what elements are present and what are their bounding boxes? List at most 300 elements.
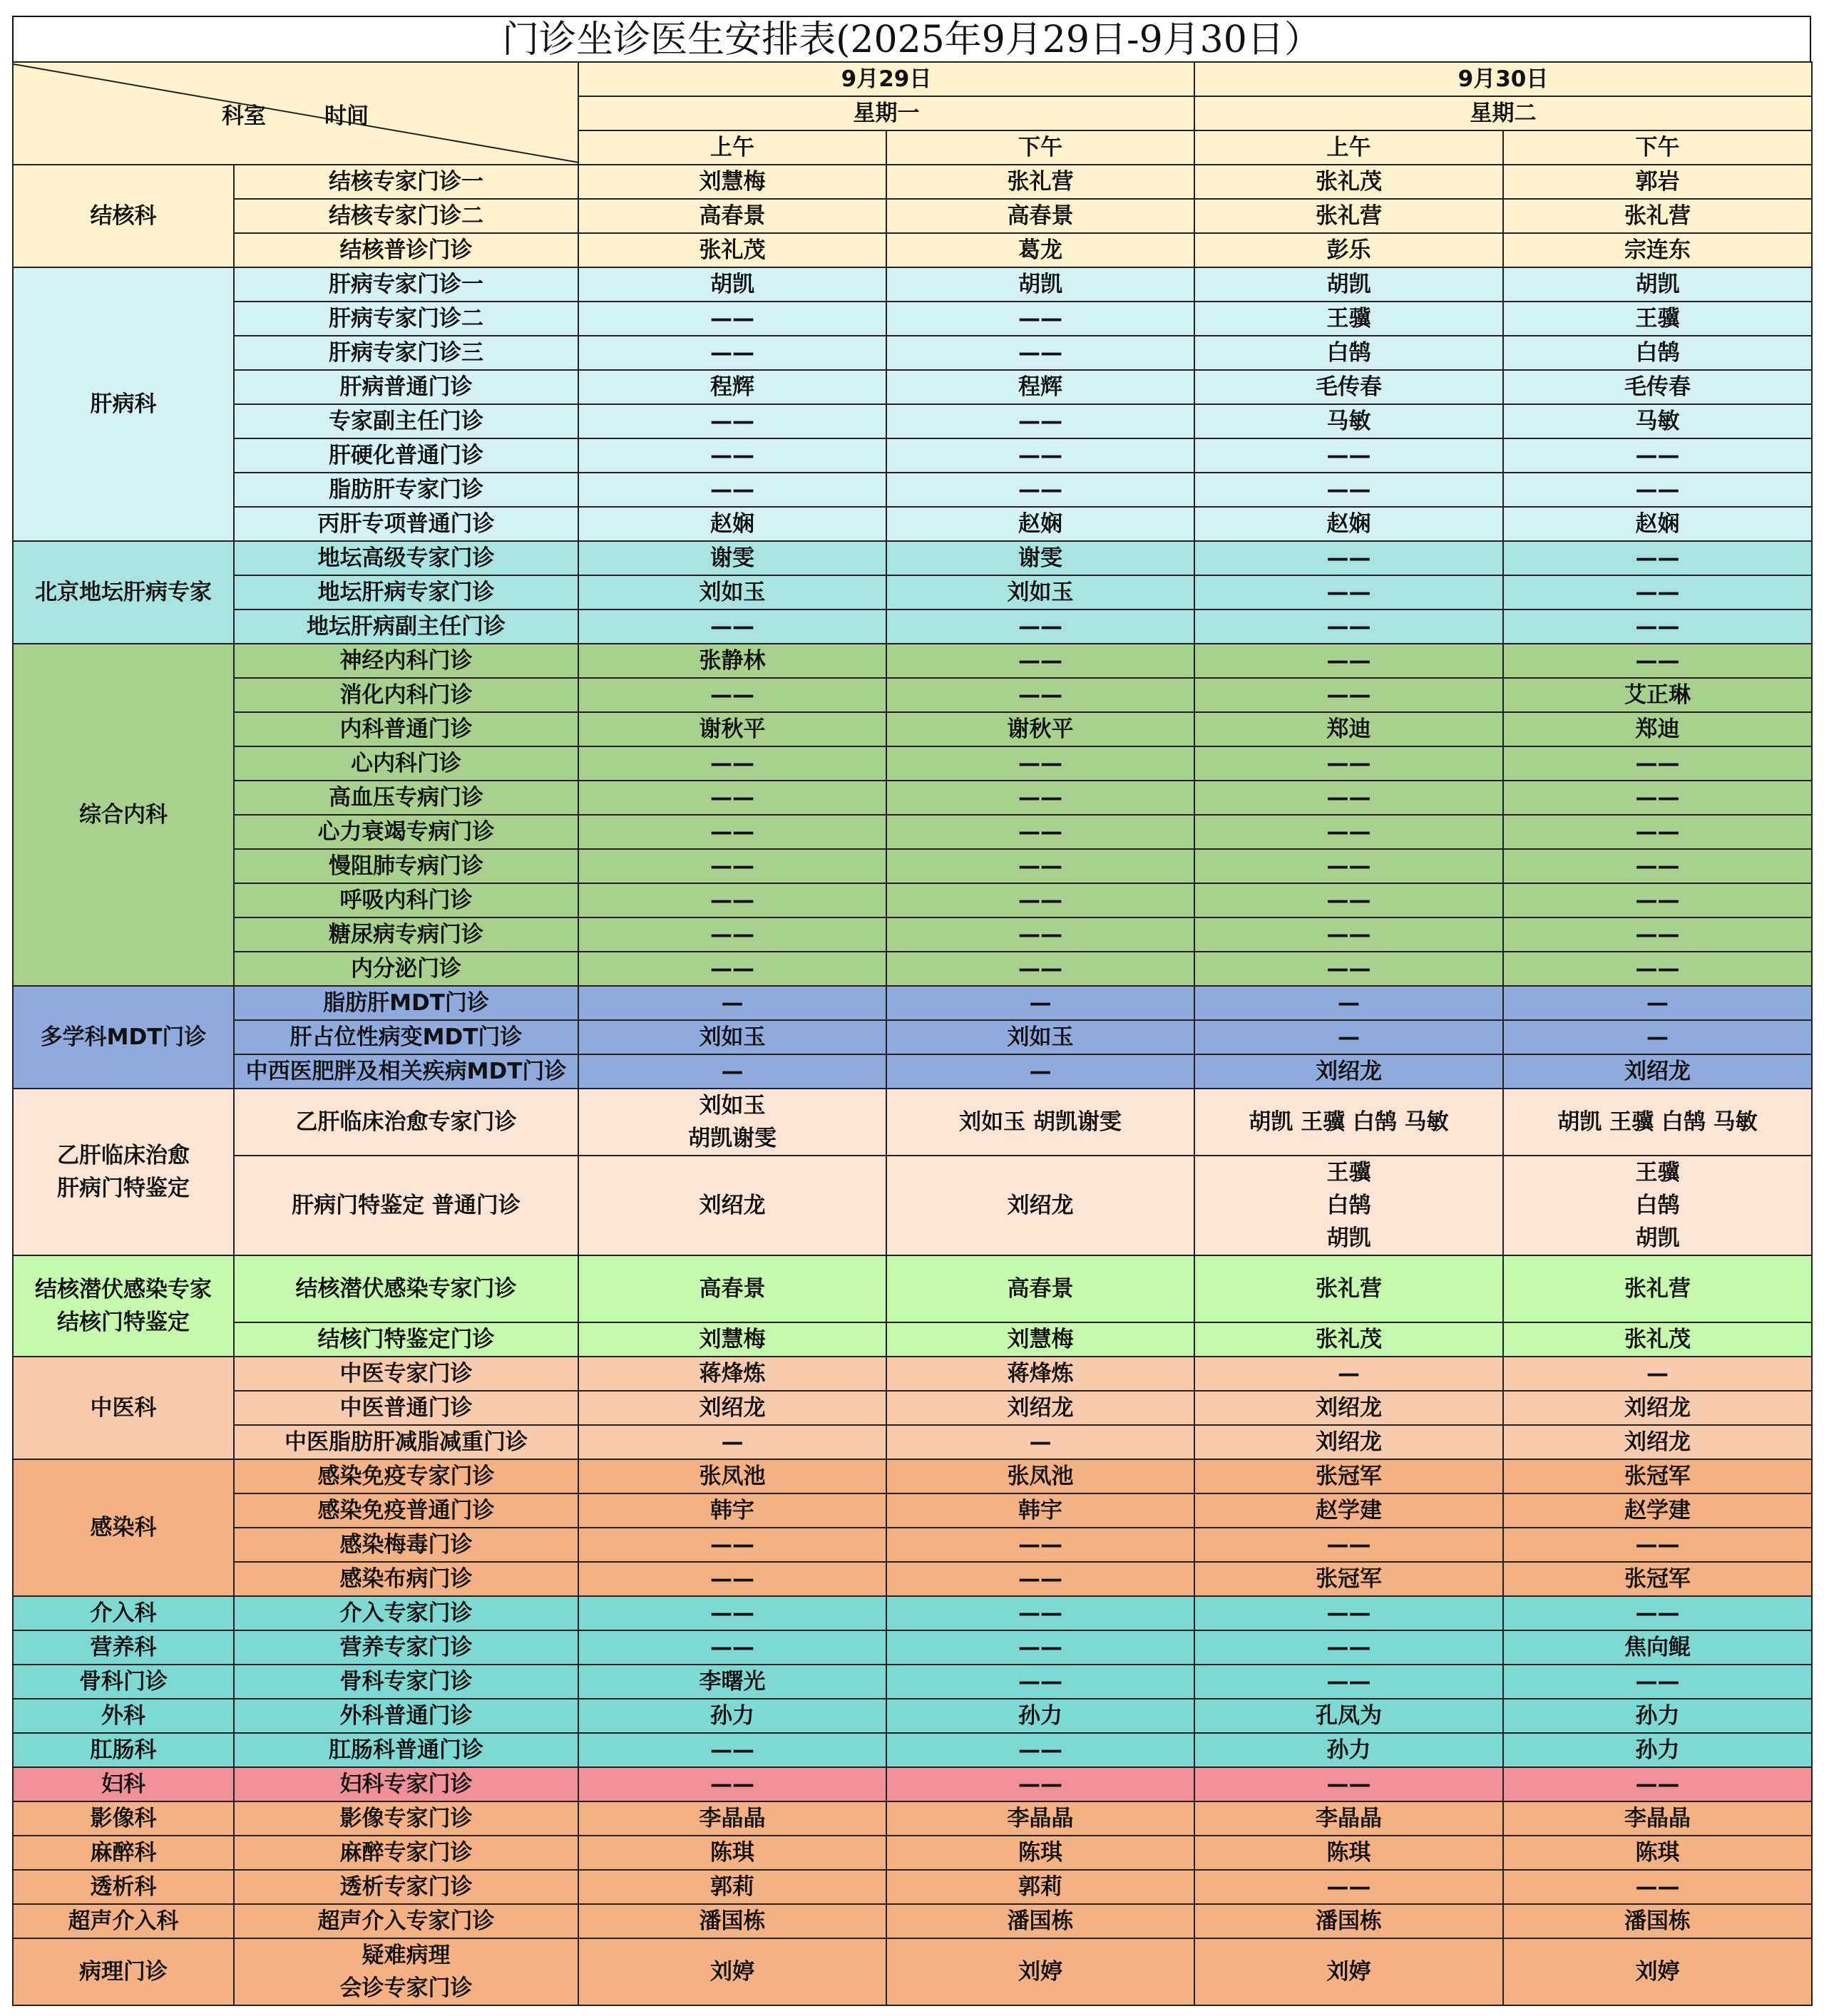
doctor-cell: 刘绍龙: [1194, 1425, 1503, 1459]
doctor-cell: 刘如玉: [578, 575, 886, 610]
doctor-cell: 焦向鲲: [1503, 1630, 1812, 1665]
department-cell: [13, 1089, 234, 1255]
page-title: 门诊坐诊医生安排表(2025年9月29日-9月30日）: [12, 16, 1811, 61]
doctor-cell: 潘国栋: [1503, 1904, 1812, 1938]
doctor-cell: ——: [1194, 815, 1503, 849]
doctor-cell: 刘婷: [578, 1938, 886, 2005]
doctor-cell: ——: [1194, 781, 1503, 815]
doctor-cell: ——: [1194, 883, 1503, 917]
doctor-cell: —: [886, 1054, 1194, 1089]
doctor-cell: 艾正琳: [1503, 678, 1812, 712]
table-row: [13, 507, 1812, 541]
doctor-cell: 谢秋平: [578, 712, 886, 746]
table-row: [13, 1562, 1812, 1596]
doctor-cell: ——: [578, 746, 886, 781]
clinic-cell: 消化内科门诊: [234, 678, 578, 712]
clinic-cell: 肝病专家门诊三: [234, 336, 578, 370]
clinic-cell: 内分泌门诊: [234, 952, 578, 986]
clinic-cell: 地坛肝病专家门诊: [234, 575, 578, 610]
doctor-cell: ——: [886, 952, 1194, 986]
doctor-cell: 刘绍龙: [886, 1156, 1194, 1255]
table-row: [13, 1391, 1812, 1425]
clinic-cell: 脂肪肝MDT门诊: [234, 986, 578, 1020]
table-row: [13, 336, 1812, 370]
department-cell: 结核科: [13, 165, 234, 267]
doctor-cell: 张礼营: [1194, 199, 1503, 233]
doctor-cell: ——: [578, 952, 886, 986]
doctor-cell: ——: [886, 438, 1194, 473]
doctor-cell: 陈琪: [1194, 1836, 1503, 1870]
doctor-cell: —: [578, 986, 886, 1020]
doctor-cell: 刘如玉: [886, 575, 1194, 610]
doctor-cell: 张礼茂: [1194, 165, 1503, 199]
clinic-cell: [234, 1938, 578, 2005]
doctor-cell: 胡凯: [578, 267, 886, 302]
doctor-cell: 谢雯: [886, 541, 1194, 575]
doctor-cell: ——: [1194, 1767, 1503, 1801]
doctor-cell: 王骥: [1503, 302, 1812, 336]
doctor-cell: 赵娴: [578, 507, 886, 541]
doctor-cell: ——: [1194, 1596, 1503, 1630]
doctor-cell: ——: [1503, 849, 1812, 883]
doctor-cell: ——: [886, 1630, 1194, 1665]
doctor-cell: 潘国栋: [886, 1904, 1194, 1938]
doctor-cell: 潘国栋: [578, 1904, 886, 1938]
doctor-cell: 陈琪: [886, 1836, 1194, 1870]
department-cell: 超声介入科: [13, 1904, 234, 1938]
clinic-cell: 影像专家门诊: [234, 1801, 578, 1836]
clinic-cell: 高血压专病门诊: [234, 781, 578, 815]
doctor-cell: 刘慧梅: [886, 1322, 1194, 1357]
doctor-cell: 刘绍龙: [1194, 1391, 1503, 1425]
doctor-cell: 张礼营: [886, 165, 1194, 199]
doctor-cell: 程辉: [578, 370, 886, 404]
doctor-cell: 刘绍龙: [578, 1156, 886, 1255]
table-row: [13, 781, 1812, 815]
doctor-cell: ——: [578, 336, 886, 370]
doctor-cell: 张礼茂: [578, 233, 886, 267]
department-cell: 透析科: [13, 1870, 234, 1904]
doctor-cell: ——: [1503, 917, 1812, 952]
doctor-cell: ——: [1503, 575, 1812, 610]
doctor-cell: 郭莉: [886, 1870, 1194, 1904]
doctor-cell: 孙力: [886, 1699, 1194, 1733]
doctor-cell: 张冠军: [1194, 1562, 1503, 1596]
clinic-cell: 结核专家门诊二: [234, 199, 578, 233]
doctor-cell: ——: [1194, 575, 1503, 610]
doctor-cell: 张凤池: [578, 1459, 886, 1493]
table-row: [13, 1665, 1812, 1699]
doctor-cell: 赵学建: [1503, 1493, 1812, 1528]
department-cell: 综合内科: [13, 644, 234, 986]
corner-dept-label: 科室: [222, 103, 266, 129]
clinic-cell: 透析专家门诊: [234, 1870, 578, 1904]
clinic-cell: 感染免疫专家门诊: [234, 1459, 578, 1493]
doctor-cell: ——: [578, 781, 886, 815]
doctor-cell: ——: [1194, 644, 1503, 678]
doctor-line: 白鹄: [1635, 1193, 1680, 1218]
doctor-cell: [1194, 1156, 1503, 1255]
table-row: [13, 815, 1812, 849]
doctor-line: 胡凯: [1635, 1225, 1680, 1251]
department-cell: [13, 1255, 234, 1357]
clinic-cell: 脂肪肝专家门诊: [234, 473, 578, 507]
doctor-cell: —: [1194, 1020, 1503, 1054]
table-row: [13, 849, 1812, 883]
doctor-cell: ——: [578, 678, 886, 712]
doctor-cell: 蒋烽炼: [578, 1357, 886, 1391]
clinic-cell: 肝病专家门诊二: [234, 302, 578, 336]
doctor-cell: 张冠军: [1503, 1562, 1812, 1596]
department-cell: 外科: [13, 1699, 234, 1733]
doctor-cell: 赵娴: [1194, 507, 1503, 541]
doctor-cell: ——: [886, 815, 1194, 849]
department-cell: 营养科: [13, 1630, 234, 1665]
clinic-cell: 肝占位性病变MDT门诊: [234, 1020, 578, 1054]
doctor-cell: ——: [1194, 473, 1503, 507]
doctor-cell: 程辉: [886, 370, 1194, 404]
doctor-cell: 刘慧梅: [578, 165, 886, 199]
table-row: [13, 1596, 1812, 1630]
doctor-cell: ——: [886, 644, 1194, 678]
doctor-line: 刘如玉: [699, 1093, 766, 1118]
doctor-cell: ——: [886, 746, 1194, 781]
table-row: [13, 610, 1812, 644]
doctor-cell: —: [578, 1054, 886, 1089]
clinic-cell: 专家副主任门诊: [234, 404, 578, 438]
department-cell: 妇科: [13, 1767, 234, 1801]
clinic-cell: 外科普通门诊: [234, 1699, 578, 1733]
doctor-cell: 刘绍龙: [1503, 1054, 1812, 1089]
doctor-line: 王骥: [1326, 1160, 1371, 1186]
doctor-cell: 张礼茂: [1194, 1322, 1503, 1357]
doctor-cell: 郭岩: [1503, 165, 1812, 199]
clinic-cell: 糖尿病专病门诊: [234, 917, 578, 952]
table-row: [13, 1733, 1812, 1767]
clinic-cell: 感染梅毒门诊: [234, 1528, 578, 1562]
doctor-cell: —: [1503, 1357, 1812, 1391]
table-row: [13, 1156, 1812, 1255]
doctor-cell: 刘绍龙: [886, 1391, 1194, 1425]
doctor-line: 胡凯: [1326, 1225, 1371, 1251]
doctor-cell: ——: [1194, 438, 1503, 473]
department-cell: 肝病科: [13, 267, 234, 541]
doctor-cell: 刘婷: [1194, 1938, 1503, 2005]
table-row: [13, 1322, 1812, 1357]
table-row: [13, 883, 1812, 917]
department-line: 结核潜伏感染专家: [35, 1277, 212, 1302]
period-header: 下午: [886, 130, 1194, 165]
schedule-body: [13, 165, 1812, 2005]
doctor-cell: ——: [886, 1665, 1194, 1699]
doctor-cell: ——: [1503, 541, 1812, 575]
clinic-cell: 妇科专家门诊: [234, 1767, 578, 1801]
doctor-cell: ——: [886, 678, 1194, 712]
clinic-cell: 感染免疫普通门诊: [234, 1493, 578, 1528]
doctor-cell: 刘绍龙: [1503, 1391, 1812, 1425]
table-row: [13, 302, 1812, 336]
doctor-cell: ——: [1503, 438, 1812, 473]
doctor-cell: 郭莉: [578, 1870, 886, 1904]
doctor-cell: 张礼营: [1194, 1255, 1503, 1322]
doctor-cell: —: [1194, 1357, 1503, 1391]
doctor-cell: ——: [886, 781, 1194, 815]
doctor-cell: ——: [578, 404, 886, 438]
doctor-cell: 李晶晶: [886, 1801, 1194, 1836]
doctor-cell: ——: [886, 1596, 1194, 1630]
table-row: [13, 986, 1812, 1020]
doctor-cell: 孔凤为: [1194, 1699, 1503, 1733]
table-row: [13, 575, 1812, 610]
doctor-cell: ——: [886, 302, 1194, 336]
doctor-line: 王骥: [1635, 1160, 1680, 1186]
doctor-cell: —: [1194, 986, 1503, 1020]
doctor-cell: —: [886, 986, 1194, 1020]
doctor-cell: 毛传春: [1503, 370, 1812, 404]
date-header-1: 9月30日: [1194, 62, 1812, 96]
department-cell: 影像科: [13, 1801, 234, 1836]
department-line: 肝病门特鉴定: [57, 1176, 190, 1201]
clinic-cell: 骨科专家门诊: [234, 1665, 578, 1699]
corner-time-label: 时间: [324, 103, 369, 129]
doctor-cell: 刘绍龙: [1503, 1425, 1812, 1459]
doctor-cell: ——: [1503, 883, 1812, 917]
period-header: 上午: [1194, 130, 1503, 165]
doctor-cell: ——: [1194, 1665, 1503, 1699]
table-row: [13, 404, 1812, 438]
doctor-cell: ——: [886, 473, 1194, 507]
diagonal-divider: [14, 63, 578, 164]
doctor-cell: 赵娴: [1503, 507, 1812, 541]
clinic-cell: 内科普通门诊: [234, 712, 578, 746]
doctor-cell: 张凤池: [886, 1459, 1194, 1493]
clinic-cell: 结核门特鉴定门诊: [234, 1322, 578, 1357]
doctor-cell: ——: [578, 438, 886, 473]
doctor-line: 胡凯谢雯: [688, 1126, 777, 1151]
table-row: [13, 678, 1812, 712]
clinic-cell: 神经内科门诊: [234, 644, 578, 678]
doctor-cell: 李晶晶: [1194, 1801, 1503, 1836]
doctor-cell: ——: [1503, 1665, 1812, 1699]
table-row: [13, 917, 1812, 952]
clinic-cell: 地坛高级专家门诊: [234, 541, 578, 575]
doctor-cell: ——: [1503, 815, 1812, 849]
clinic-cell: 慢阻肺专病门诊: [234, 849, 578, 883]
clinic-cell: 丙肝专项普通门诊: [234, 507, 578, 541]
doctor-cell: ——: [578, 473, 886, 507]
table-row: [13, 233, 1812, 267]
doctor-cell: 孙力: [578, 1699, 886, 1733]
doctor-cell: ——: [578, 1528, 886, 1562]
clinic-cell: 中西医肥胖及相关疾病MDT门诊: [234, 1054, 578, 1089]
schedule-table: [12, 61, 1813, 2006]
doctor-cell: 胡凯 王骥 白鹄 马敏: [1194, 1089, 1503, 1156]
table-row: [13, 267, 1812, 302]
doctor-cell: 谢雯: [578, 541, 886, 575]
doctor-cell: 马敏: [1503, 404, 1812, 438]
doctor-cell: 张静林: [578, 644, 886, 678]
doctor-cell: 李晶晶: [578, 1801, 886, 1836]
department-cell: 北京地坛肝病专家: [13, 541, 234, 644]
doctor-cell: ——: [578, 1630, 886, 1665]
doctor-cell: 郑迪: [1503, 712, 1812, 746]
doctor-cell: 刘如玉: [886, 1020, 1194, 1054]
weekday-header-1: 星期二: [1194, 96, 1812, 130]
doctor-cell: ——: [886, 849, 1194, 883]
table-row: [13, 1699, 1812, 1733]
clinic-cell: 心力衰竭专病门诊: [234, 815, 578, 849]
doctor-cell: [1503, 1156, 1812, 1255]
doctor-cell: ——: [886, 1528, 1194, 1562]
table-row: [13, 199, 1812, 233]
department-cell: 介入科: [13, 1596, 234, 1630]
period-header: 下午: [1503, 130, 1812, 165]
doctor-cell: 胡凯: [886, 267, 1194, 302]
clinic-cell: 中医普通门诊: [234, 1391, 578, 1425]
clinic-line: 会诊专家门诊: [339, 1975, 473, 2001]
doctor-line: 白鹄: [1326, 1193, 1371, 1218]
department-line: 乙肝临床治愈: [57, 1143, 190, 1168]
doctor-cell: 孙力: [1503, 1699, 1812, 1733]
doctor-cell: 孙力: [1194, 1733, 1503, 1767]
clinic-cell: 地坛肝病副主任门诊: [234, 610, 578, 644]
doctor-cell: ——: [578, 302, 886, 336]
department-cell: 中医科: [13, 1357, 234, 1459]
doctor-cell: ——: [1194, 541, 1503, 575]
doctor-cell: 胡凯 王骥 白鹄 马敏: [1503, 1089, 1812, 1156]
period-header: 上午: [578, 130, 886, 165]
doctor-cell: 葛龙: [886, 233, 1194, 267]
table-row: [13, 1904, 1812, 1938]
table-row: [13, 438, 1812, 473]
table-row: [13, 1425, 1812, 1459]
department-cell: 感染科: [13, 1459, 234, 1596]
doctor-cell: ——: [1194, 917, 1503, 952]
doctor-cell: ——: [1503, 644, 1812, 678]
doctor-cell: ——: [886, 1767, 1194, 1801]
table-row: [13, 1767, 1812, 1801]
clinic-cell: 营养专家门诊: [234, 1630, 578, 1665]
doctor-cell: ——: [1194, 1528, 1503, 1562]
doctor-cell: ——: [1194, 952, 1503, 986]
doctor-cell: 马敏: [1194, 404, 1503, 438]
table-row: [13, 1255, 1812, 1322]
department-cell: 多学科MDT门诊: [13, 986, 234, 1089]
table-row: [13, 1870, 1812, 1904]
doctor-cell: ——: [1194, 678, 1503, 712]
clinic-cell: 中医脂肪肝减脂减重门诊: [234, 1425, 578, 1459]
doctor-cell: [578, 1089, 886, 1156]
table-row: [13, 644, 1812, 678]
date-header-0: 9月29日: [578, 62, 1194, 96]
doctor-cell: 张冠军: [1194, 1459, 1503, 1493]
doctor-cell: 白鹄: [1194, 336, 1503, 370]
doctor-cell: 张礼营: [1503, 1255, 1812, 1322]
doctor-cell: 刘慧梅: [578, 1322, 886, 1357]
clinic-cell: 肛肠科普通门诊: [234, 1733, 578, 1767]
doctor-cell: ——: [1503, 473, 1812, 507]
clinic-cell: 介入专家门诊: [234, 1596, 578, 1630]
doctor-cell: 刘婷: [886, 1938, 1194, 2005]
doctor-cell: ——: [886, 917, 1194, 952]
clinic-cell: 肝病门特鉴定 普通门诊: [234, 1156, 578, 1255]
doctor-cell: —: [578, 1425, 886, 1459]
doctor-cell: 高春景: [578, 1255, 886, 1322]
doctor-cell: 刘如玉 胡凯谢雯: [886, 1089, 1194, 1156]
table-row: [13, 165, 1812, 199]
doctor-cell: 彭乐: [1194, 233, 1503, 267]
doctor-cell: ——: [1194, 610, 1503, 644]
table-row: [13, 1528, 1812, 1562]
department-cell: 肛肠科: [13, 1733, 234, 1767]
doctor-cell: ——: [886, 1733, 1194, 1767]
corner-header: [13, 62, 578, 165]
doctor-cell: 胡凯: [1194, 267, 1503, 302]
table-row: [13, 746, 1812, 781]
schedule-sheet: [12, 16, 1811, 2006]
doctor-cell: 高春景: [886, 199, 1194, 233]
doctor-cell: ——: [1503, 781, 1812, 815]
table-row: [13, 952, 1812, 986]
doctor-cell: 郑迪: [1194, 712, 1503, 746]
table-row: [13, 1020, 1812, 1054]
doctor-cell: 刘如玉: [578, 1020, 886, 1054]
clinic-cell: 肝硬化普通门诊: [234, 438, 578, 473]
clinic-cell: 结核专家门诊一: [234, 165, 578, 199]
clinic-line: 疑难病理: [362, 1943, 451, 1968]
doctor-cell: 胡凯: [1503, 267, 1812, 302]
doctor-cell: 高春景: [578, 199, 886, 233]
table-row: [13, 541, 1812, 575]
doctor-cell: ——: [1503, 1870, 1812, 1904]
doctor-cell: ——: [1503, 746, 1812, 781]
doctor-cell: ——: [1503, 610, 1812, 644]
doctor-cell: ——: [578, 1562, 886, 1596]
table-row: [13, 1938, 1812, 2005]
doctor-cell: ——: [1503, 1767, 1812, 1801]
doctor-cell: 刘婷: [1503, 1938, 1812, 2005]
doctor-cell: ——: [1194, 746, 1503, 781]
doctor-cell: 白鹄: [1503, 336, 1812, 370]
doctor-cell: 张礼茂: [1503, 1322, 1812, 1357]
doctor-cell: ——: [1503, 1528, 1812, 1562]
table-row: [13, 370, 1812, 404]
table-row: [13, 1801, 1812, 1836]
clinic-cell: 肝病普通门诊: [234, 370, 578, 404]
table-row: [13, 473, 1812, 507]
doctor-cell: 赵娴: [886, 507, 1194, 541]
clinic-cell: 肝病专家门诊一: [234, 267, 578, 302]
doctor-cell: 张礼营: [1503, 199, 1812, 233]
doctor-cell: 刘绍龙: [578, 1391, 886, 1425]
doctor-cell: 高春景: [886, 1255, 1194, 1322]
doctor-cell: ——: [578, 1733, 886, 1767]
doctor-cell: —: [1503, 986, 1812, 1020]
clinic-cell: 麻醉专家门诊: [234, 1836, 578, 1870]
clinic-cell: 结核普诊门诊: [234, 233, 578, 267]
doctor-cell: 蒋烽炼: [886, 1357, 1194, 1391]
doctor-cell: —: [1503, 1020, 1812, 1054]
clinic-cell: 乙肝临床治愈专家门诊: [234, 1089, 578, 1156]
doctor-cell: ——: [578, 1596, 886, 1630]
table-row: [13, 1493, 1812, 1528]
department-cell: 麻醉科: [13, 1836, 234, 1870]
doctor-cell: ——: [1503, 952, 1812, 986]
table-row: [13, 1089, 1812, 1156]
doctor-cell: ——: [578, 849, 886, 883]
doctor-cell: 张冠军: [1503, 1459, 1812, 1493]
doctor-cell: ——: [578, 815, 886, 849]
